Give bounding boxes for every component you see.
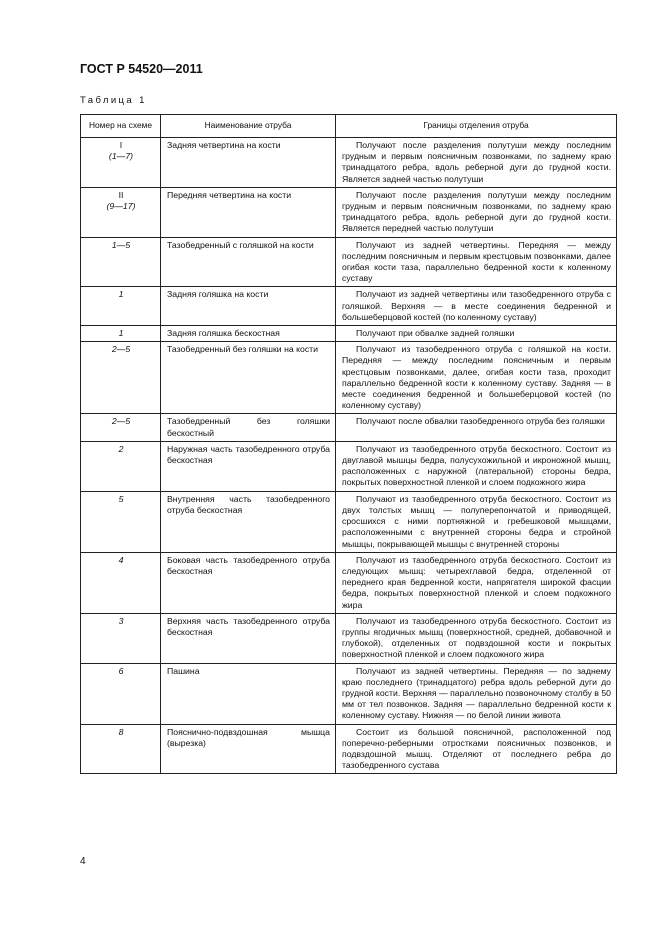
scheme-number: 1 bbox=[118, 328, 124, 339]
cell-cut-boundary: Получают из тазобедренного отруба бескостного. Состоит из двуглавой мышцы бедра, полусухожильной и икроножной мышц, расположенных с наружной (латеральной) стороны бедра, покрытых поверхностной пленкой и слоем подкожного жира bbox=[336, 441, 617, 491]
cell-cut-name: Верхняя часть тазобедренного отруба бескостная bbox=[161, 613, 336, 663]
cell-cut-name: Тазобедренный с голяшкой на кости bbox=[161, 237, 336, 287]
table-body bbox=[81, 138, 617, 774]
cell-cut-boundary: Получают из тазобедренного отруба с голяшкой на кости. Передняя — между последним поясничным и первым крестцовым позвонками, далее, огибая кости таза, проходит параллельно бедренной кости к коленному суставу. Задняя — в месте соединения бедренной и большеберцовой костей (по коленному суставу) bbox=[336, 342, 617, 414]
cell-scheme-number bbox=[81, 491, 161, 552]
cell-cut-name: Боковая часть тазобедренного отруба бескостная bbox=[161, 552, 336, 613]
scheme-number: 2—5 bbox=[111, 416, 131, 427]
column-header-name: Наименование отруба bbox=[161, 115, 336, 138]
table-row bbox=[81, 613, 617, 663]
scheme-number-range: (1—7) bbox=[108, 151, 134, 162]
table-row bbox=[81, 724, 617, 774]
scheme-number: 1 bbox=[118, 289, 124, 300]
scheme-number: 4 bbox=[118, 554, 124, 565]
cell-cut-boundary: Состоит из большой поясничной, расположенной под поперечно-реберными отростками поясничных позвонков, и подвздошной мышц. Отделяют от последнего ребра до тазобедренного сустава bbox=[336, 724, 617, 774]
table-row bbox=[81, 187, 617, 237]
table-row bbox=[81, 138, 617, 188]
scheme-number: I bbox=[119, 140, 123, 150]
scheme-number: 3 bbox=[118, 615, 124, 626]
cell-cut-name: Задняя четвертина на кости bbox=[161, 138, 336, 188]
cell-cut-name: Тазобедренный без голяшки бескостный bbox=[161, 414, 336, 441]
table-row bbox=[81, 414, 617, 441]
scheme-number: 2—5 bbox=[111, 344, 131, 355]
scheme-number: 2 bbox=[118, 443, 124, 454]
cell-cut-boundary: Получают из тазобедренного отруба бескостного. Состоит из двух толстых мышц — полуперепончатой и приводящей, сросшихся с ними портняжной и гребешковой мышцами, расположенными с внутренней стороны бедра и стройной мышцы, покрывающей мышцы с внутренней стороны bbox=[336, 491, 617, 552]
column-header-boundary: Границы отделения отруба bbox=[336, 115, 617, 138]
cell-cut-name: Наружная часть тазобедренного отруба бескостная bbox=[161, 441, 336, 491]
cell-scheme-number bbox=[81, 237, 161, 287]
table-row bbox=[81, 441, 617, 491]
scheme-number-range: (9—17) bbox=[106, 201, 136, 212]
table-row bbox=[81, 491, 617, 552]
cell-cut-name: Внутренняя часть тазобедренного отруба бескостная bbox=[161, 491, 336, 552]
column-header-number: Номер на схеме bbox=[81, 115, 161, 138]
cell-scheme-number bbox=[81, 187, 161, 237]
table-row bbox=[81, 326, 617, 342]
cell-cut-name: Пашина bbox=[161, 663, 336, 724]
cell-cut-boundary: Получают из задней четвертины или тазобедренного отруба с голяшкой. Верхняя — в месте соединения бедренной и большеберцовой костей (по коленному суставу) bbox=[336, 287, 617, 326]
scheme-number: 8 bbox=[118, 726, 124, 737]
cell-cut-boundary: Получают после разделения полутуши между последним грудным и первым поясничным позвонками, по заднему краю тринадцатого ребра, вдоль реберной дуги до грудной кости. Является задней частью полутуши bbox=[336, 138, 617, 188]
cell-cut-name: Передняя четвертина на кости bbox=[161, 187, 336, 237]
cell-scheme-number bbox=[81, 414, 161, 441]
cell-scheme-number bbox=[81, 138, 161, 188]
cell-scheme-number bbox=[81, 663, 161, 724]
table-row bbox=[81, 287, 617, 326]
cuts-table bbox=[80, 114, 617, 774]
cell-cut-boundary: Получают из тазобедренного отруба бескостного. Состоит из группы ягодичных мышц (поверхностной, средней, добавочной и глубокой), отделенных от подвздошной кости и покрытых поверхностной пленкой и слоем подкожного жира bbox=[336, 613, 617, 663]
cell-cut-boundary: Получают после обвалки тазобедренного отруба без голяшки bbox=[336, 414, 617, 441]
page-number: 4 bbox=[80, 856, 86, 867]
table-header-row bbox=[81, 115, 617, 138]
cell-cut-boundary: Получают из тазобедренного отруба бескостного. Состоит из следующих мышц: четырехглавой бедра, отделенной от переднего края бедренной кости, напрягателя широкой фасции бедра, покрытых поверхностной пленкой и слоем подкожного жира bbox=[336, 552, 617, 613]
cell-scheme-number bbox=[81, 326, 161, 342]
table-row bbox=[81, 663, 617, 724]
table-row bbox=[81, 552, 617, 613]
cell-cut-boundary: Получают из задней четвертины. Передняя — между последним поясничным и первым крестцовым позвонками, далее огибая кости таза, параллельно бедренной кости к коленному суставу bbox=[336, 237, 617, 287]
cell-cut-name: Пояснично-подвздошная мышца (вырезка) bbox=[161, 724, 336, 774]
cell-cut-name: Задняя голяшка на кости bbox=[161, 287, 336, 326]
cell-scheme-number bbox=[81, 342, 161, 414]
cell-scheme-number bbox=[81, 287, 161, 326]
cell-cut-name: Задняя голяшка бескостная bbox=[161, 326, 336, 342]
cell-cut-boundary: Получают при обвалке задней голяшки bbox=[336, 326, 617, 342]
table-row bbox=[81, 237, 617, 287]
cell-cut-boundary: Получают из задней четвертины. Передняя — по заднему краю последнего (тринадцатого) ребра вдоль реберной дуги до грудной кости. Верхняя — параллельно позвоночному столбу в 50 мм от тел позвонков. Задняя — параллельно бедренной кости к коленному суставу. Нижняя — по белой линии живота bbox=[336, 663, 617, 724]
table-caption: Таблица 1 bbox=[80, 95, 147, 106]
table-row bbox=[81, 342, 617, 414]
cell-scheme-number bbox=[81, 552, 161, 613]
cell-scheme-number bbox=[81, 724, 161, 774]
scheme-number: 6 bbox=[118, 665, 124, 676]
cell-cut-boundary: Получают после разделения полутуши между последним грудным и первым поясничным позвонками, по заднему краю тринадцатого ребра, вдоль реберной дуги до грудной кости. Является передней частью полутуши bbox=[336, 187, 617, 237]
scheme-number: 5 bbox=[118, 493, 124, 504]
cell-scheme-number bbox=[81, 613, 161, 663]
document-code: ГОСТ Р 54520—2011 bbox=[80, 62, 203, 76]
cell-scheme-number bbox=[81, 441, 161, 491]
scheme-number: 1—5 bbox=[111, 239, 131, 250]
scheme-number: II bbox=[118, 189, 124, 200]
cell-cut-name: Тазобедренный без голяшки на кости bbox=[161, 342, 336, 414]
